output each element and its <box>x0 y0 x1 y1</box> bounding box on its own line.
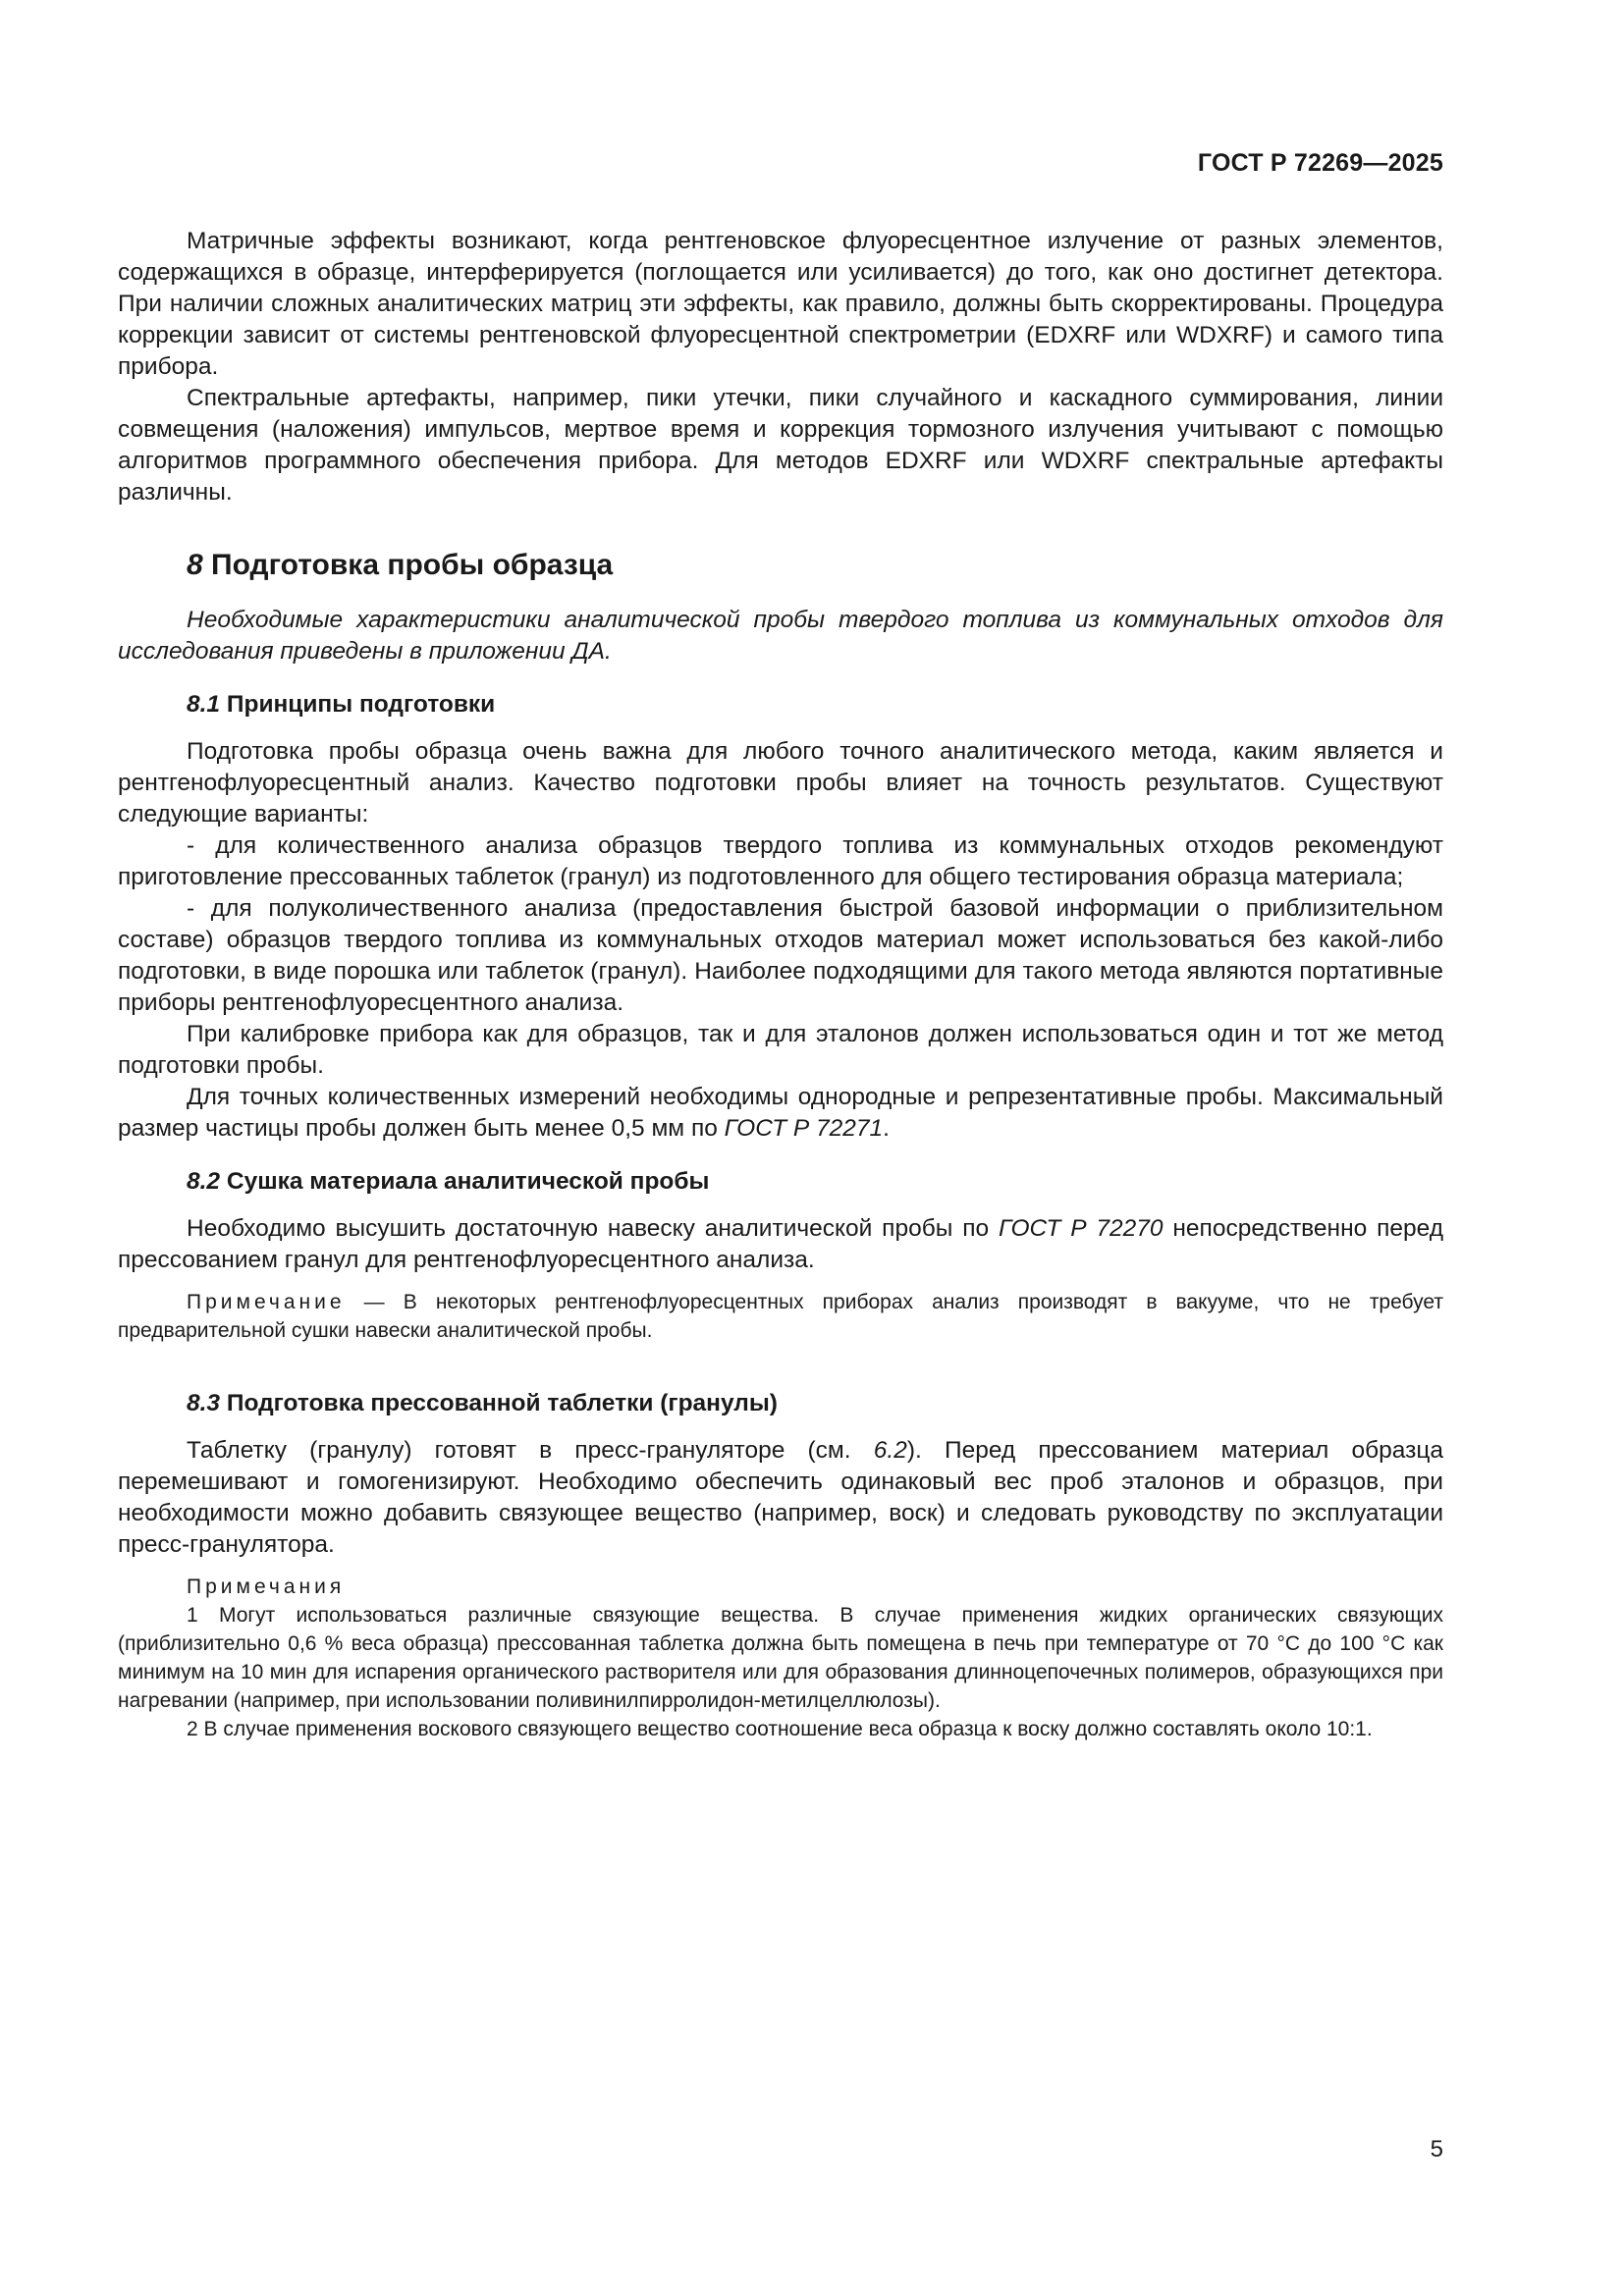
document-page <box>118 0 1443 2296</box>
subsection-8-2-number: 8.2 <box>187 1168 221 1195</box>
paragraph-particle-size <box>118 1082 1443 1145</box>
note-vacuum <box>118 1288 1443 1345</box>
subsection-8-3-title: Подготовка прессованной таблетки (гранулы) <box>226 1390 778 1416</box>
subsection-8-1-number: 8.1 <box>187 691 221 718</box>
pellet-end: ). Перед прессованием материал образца перемешивают и гомогенизируют. Необходимо обеспечить одинаковый вес проб эталонов и образцов, при необходимости можно добавить связующее вещество (например, воск) и следовать руководству по эксплуатации пресс-гранулятора. <box>118 1437 1444 1558</box>
paragraph-calibration: При калибровке прибора как для образцов, так и для эталонов должен использоваться один и тот же метод подготовки пробы. <box>118 1021 1443 1079</box>
section-8-title: Подготовка пробы образца <box>211 549 614 581</box>
list-item-semi-quantitative: - для полуколичественного анализа (предоставления быстрой базовой информации о приблизительном составе) образцов твердого топлива из коммунальных отходов материал может использоваться без какой-либо подготовки, в виде порошка или таблеток (гранул). Наиболее подходящими для такого метода являются портативные приборы рентгенофлуоресцентного анализа. <box>118 895 1443 1016</box>
subsection-8-3-heading <box>118 1388 1443 1419</box>
subsection-8-1-title: Принципы подготовки <box>226 691 496 718</box>
drying-text: Необходимо высушить достаточную навеску аналитической пробы по <box>187 1215 999 1242</box>
paragraph-drying <box>118 1213 1443 1276</box>
subsection-8-2-title: Сушка материала аналитической пробы <box>226 1168 710 1195</box>
list-item-quantitative: - для количественного анализа образцов твердого топлива из коммунальных отходов рекомендуют приготовление прессованных таблеток (гранул) из подготовленного для общего тестирования образца материала; <box>118 832 1443 890</box>
drying-end: непосредственно перед прессованием гранул для рентгенофлуоресцентного анализа. <box>118 1215 1443 1273</box>
page-number: 5 <box>1430 2136 1443 2163</box>
section-8-heading <box>118 546 1443 585</box>
paragraph-8-1-intro: Подготовка пробы образца очень важна для любого точного аналитического метода, каким является и рентгенофлуоресцентный анализ. Качество подготовки пробы влияет на точность результатов. Существуют следующие варианты: <box>118 738 1443 828</box>
particle-size-end: . <box>883 1115 890 1142</box>
gost-72271-ref: ГОСТ Р 72271 <box>724 1115 884 1142</box>
paragraph-pellet <box>118 1435 1443 1561</box>
section-8-number: 8 <box>187 549 203 581</box>
subsection-8-3-number: 8.3 <box>187 1390 221 1416</box>
note-label: Примечание <box>187 1291 346 1313</box>
doc-code-header: ГОСТ Р 72269—2025 <box>1197 149 1443 177</box>
particle-size-text: Для точных количественных измерений необходимы однородные и репрезентативные пробы. Максимальный размер частицы пробы должен быть менее 0,5 мм по <box>118 1084 1443 1142</box>
gost-72270-ref: ГОСТ Р 72270 <box>998 1215 1164 1242</box>
note-binders: 1 Могут использоваться различные связующие вещества. В случае применения жидких органических связующих (приблизительно 0,6 % веса образца) прессованная таблетка должна быть помещена в печь при температуре от 70 °С до 100 °С как минимум на 10 мин для испарения органического растворителя или для образования длинноцепочечных полимеров, образующихся при нагревании (например, при использовании поливинилпирролидон-метилцеллюлозы). <box>118 1604 1443 1712</box>
clause-6-2-ref: 6.2 <box>873 1437 907 1464</box>
pellet-text: Таблетку (гранулу) готовят в пресс-грануляторе (см. <box>187 1437 874 1464</box>
paragraph-matrix-effects: Матричные эффекты возникают, когда рентгеновское флуоресцентное излучение от разных элементов, содержащихся в образце, интерферируется (поглощается или усиливается) до того, как оно достигнет детектора. При наличии сложных аналитических матриц эти эффекты, как правило, должны быть скорректированы. Процедура коррекции зависит от системы рентгеновской флуоресцентной спектрометрии (EDXRF или WDXRF) и самого типа прибора. <box>118 228 1443 380</box>
notes-label <box>118 1573 1443 1601</box>
note-wax-ratio: 2 В случае применения воскового связующего вещество соотношение веса образца к воску должно составлять около 10:1. <box>187 1718 1373 1740</box>
note-vacuum-text: — В некоторых рентгенофлуоресцентных приборах анализ производят в вакууме, что не требует предварительной сушки навески аналитической пробы. <box>118 1291 1443 1342</box>
subsection-8-1-heading <box>118 689 1443 721</box>
notes-label-text: Примечания <box>187 1575 346 1598</box>
section-8-intro: Необходимые характеристики аналитической пробы твердого топлива из коммунальных отходов для исследования приведены в приложении ДА. <box>118 607 1443 665</box>
paragraph-spectral-artifacts: Спектральные артефакты, например, пики утечки, пики случайного и каскадного суммирования, линии совмещения (наложения) импульсов, мертвое время и коррекция тормозного излучения учитывают с помощью алгоритмов программного обеспечения прибора. Для методов EDXRF или WDXRF спектральные артефакты различны. <box>118 385 1443 506</box>
document-content <box>118 226 1443 1743</box>
subsection-8-2-heading <box>118 1166 1443 1198</box>
